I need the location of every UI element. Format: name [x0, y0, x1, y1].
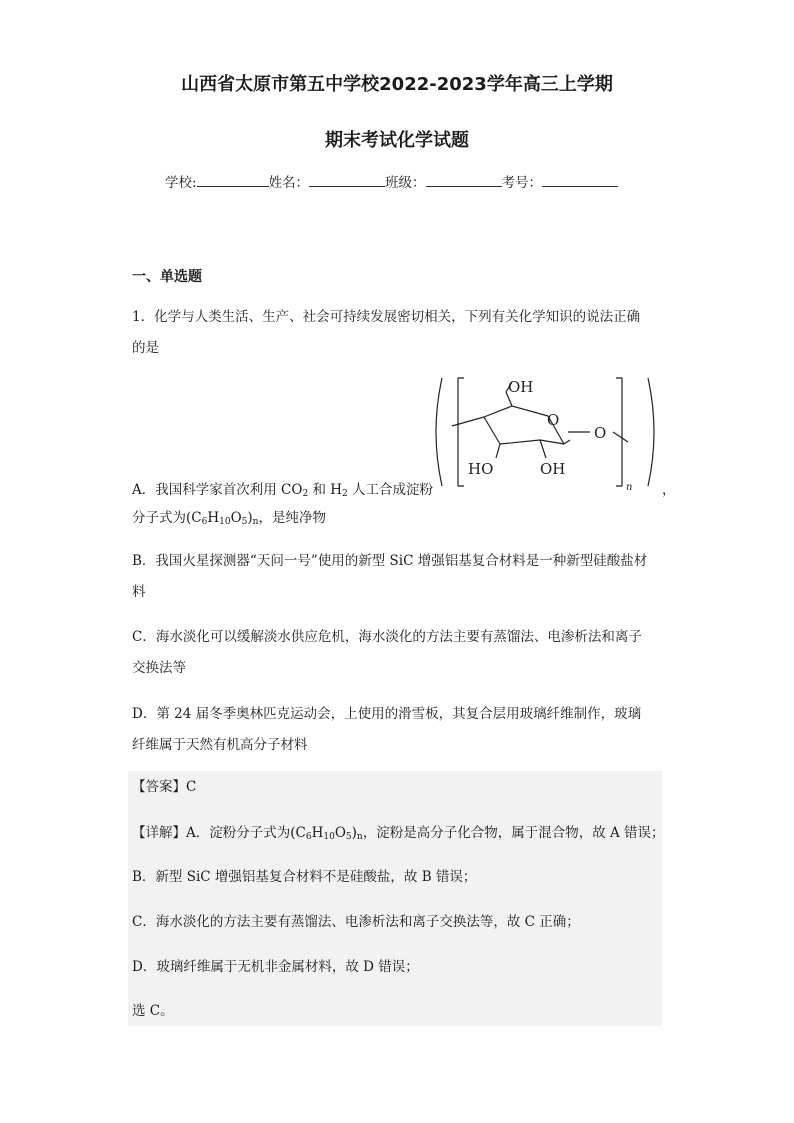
- option-a-line-1: A．我国科学家首次利用 $CO_2$ 和 $H_2$ 人工合成淀粉: [132, 482, 434, 499]
- link-oxygen-label: O: [594, 424, 607, 442]
- title-line-1: 山西省太原市第五中学校2022-2023学年高三上学期: [181, 74, 613, 95]
- option-d-line-2: 纤维属于天然有机高分子材料: [132, 737, 308, 753]
- starch-structure-diagram: [428, 370, 668, 495]
- title-line-2: 期末考试化学试题: [325, 130, 469, 151]
- class-blank[interactable]: [426, 172, 502, 187]
- number-blank[interactable]: [542, 172, 618, 187]
- detail-line-b: B．新型 SiC 增强铝基复合材料不是硅酸盐，故 B 错误；: [132, 869, 477, 885]
- option-d-line-1: D．第 24 届冬季奥林匹克运动会，上使用的滑雪板，其复合层用玻璃纤维制作，玻璃: [132, 706, 642, 722]
- n-subscript-label: n: [626, 482, 633, 493]
- option-b-line-2: 料: [132, 584, 146, 600]
- answer-panel: [128, 771, 662, 1026]
- header-fields: [165, 172, 618, 193]
- section-title: 一、单选题: [132, 269, 202, 285]
- ring-oxygen-label: O: [547, 411, 560, 429]
- name-label: 姓名：: [268, 175, 310, 191]
- option-c-line-2: 交换法等: [132, 660, 186, 676]
- answer-line: 【答案】C: [132, 779, 197, 795]
- name-blank[interactable]: [309, 172, 385, 187]
- school-label: 学校:: [165, 175, 197, 191]
- detail-line-a: 【详解】A．淀粉分子式为$(C_6H_{10}O_5)_n$，淀粉是高分子化合物，属于混合物，故 A 错误；: [132, 825, 665, 842]
- detail-line-d: D．玻璃纤维属于无机非金属材料，故 D 错误；: [132, 959, 419, 975]
- option-c-line-1: C．海水淡化可以缓解淡水供应危机，海水淡化的方法主要有蒸馏法、电渗析法和离子: [132, 629, 642, 645]
- number-label: 考号：: [501, 175, 543, 191]
- question-stem-line-2: 的是: [132, 340, 159, 356]
- option-b-line-1: B．我国火星探测器“天问一号”使用的新型 SiC 增强铝基复合材料是一种新型硅酸盐材: [132, 553, 648, 569]
- class-label: 班级：: [385, 175, 426, 191]
- oh-top-label: OH: [508, 378, 534, 396]
- detail-line-final: 选 C。: [132, 1003, 174, 1019]
- oh-bottom-label: OH: [540, 460, 566, 478]
- ho-label: HO: [468, 460, 494, 478]
- question-stem-line-1: 1．化学与人类生活、生产、社会可持续发展密切相关，下列有关化学知识的说法正确: [132, 309, 641, 325]
- option-a-line-2: 分子式为$(C_6H_{10}O_5)_n$，是纯净物: [132, 510, 326, 527]
- school-blank[interactable]: [197, 172, 269, 187]
- option-a-comma: ，: [662, 482, 676, 498]
- detail-line-c: C．海水淡化的方法主要有蒸馏法、电渗析法和离子交换法等，故 C 正确；: [132, 914, 580, 930]
